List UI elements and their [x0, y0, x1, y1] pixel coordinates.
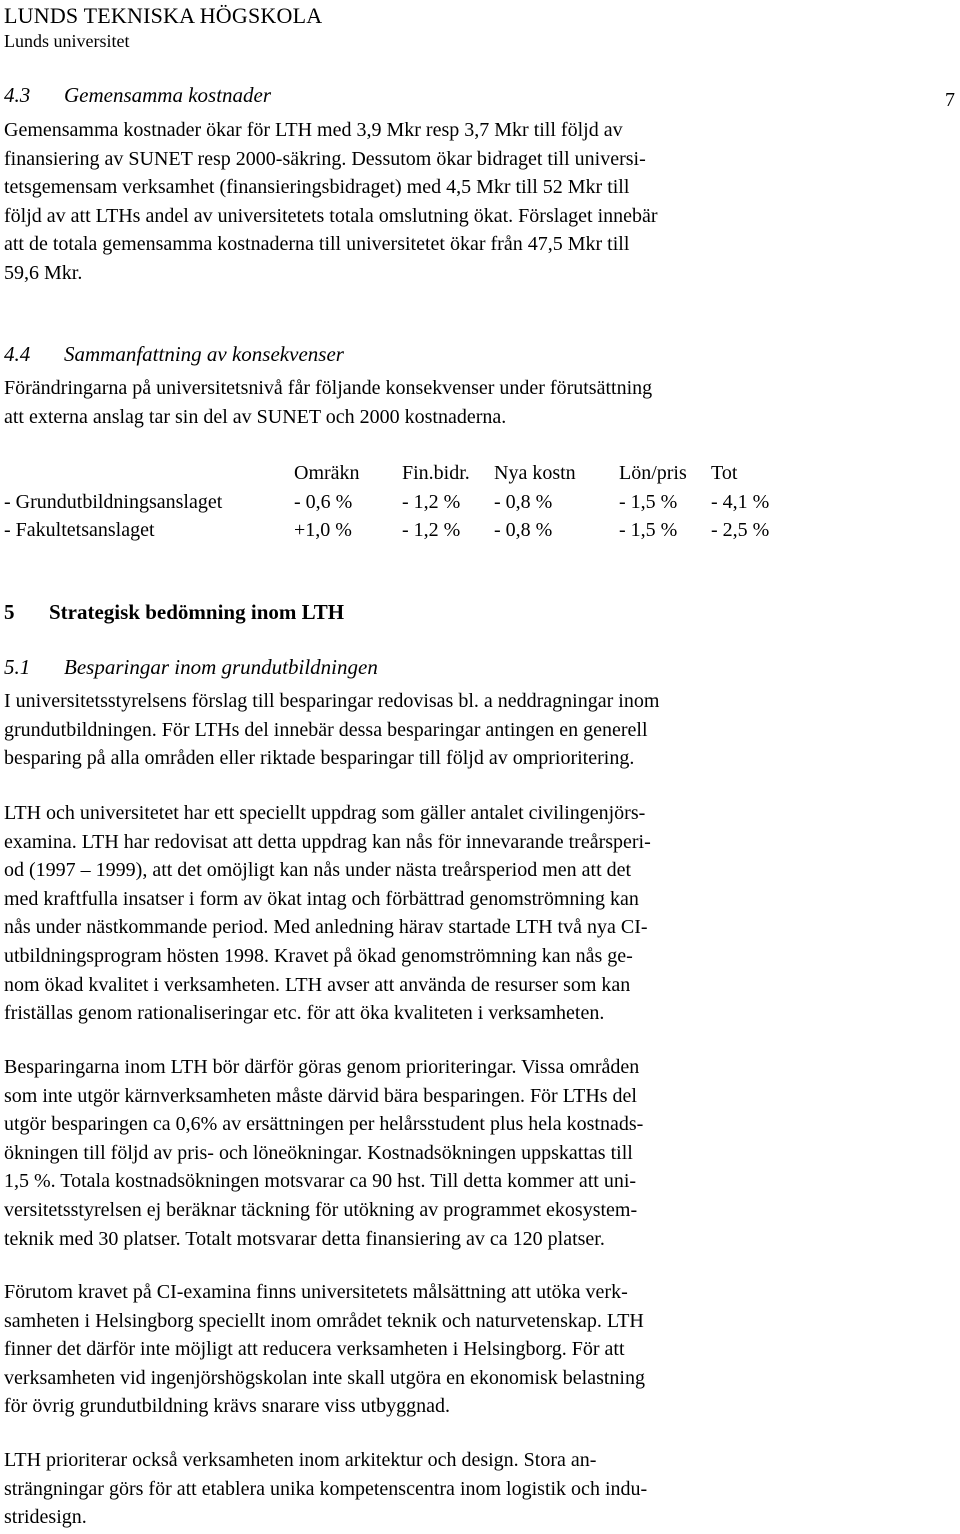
page-number: 7: [945, 89, 955, 111]
section-4-3-heading: [4, 81, 944, 110]
text-line: od (1997 – 1999), att det omöjligt kan nås under nästa treårsperiod men att det: [4, 859, 632, 882]
table-cell: - 1,2 %: [402, 490, 461, 513]
text-line: utgör besparingen ca 0,6% av ersättningen per helårsstudent plus hela kostnads-: [4, 1113, 644, 1136]
text-line: versitetsstyrelsen ej beräknar täckning för utökning av programmet ekosystem-: [4, 1198, 638, 1221]
section-title: Gemensamma kostnader: [64, 83, 272, 107]
table-cell: - 2,5 %: [711, 519, 770, 542]
text-line: ökningen till följd av pris- och löneökningar. Kostnadsökningen uppskattas till: [4, 1141, 633, 1164]
text-line: nom ökad kvalitet i verksamheten. LTH avser att använda de resurser som kan: [4, 973, 631, 996]
section-title: Sammanfattning av konsekvenser: [64, 342, 344, 366]
text-line: för övrig grundutbildning krävs snarare viss utbyggnad.: [4, 1395, 451, 1418]
section-4-4-paragraph: [4, 374, 944, 431]
table-cell: - 0,8 %: [494, 490, 553, 513]
section-number: 4.3: [4, 83, 31, 107]
text-line: att externa anslag tar sin del av SUNET och 2000 kostnaderna.: [4, 405, 507, 428]
paragraph-4: [4, 1278, 944, 1421]
section-5-1-heading: [4, 653, 944, 682]
text-line: utbildningsprogram hösten 1998. Kravet på ökad genomströmning kan nås ge-: [4, 944, 633, 967]
text-line: stridesign.: [4, 1506, 87, 1529]
table-cell: - 1,5 %: [619, 519, 678, 542]
table-cell: - 4,1 %: [711, 490, 770, 513]
section-number: 5: [4, 600, 15, 624]
table-cell: - 0,8 %: [494, 519, 553, 542]
paragraph-3: [4, 1053, 944, 1253]
table-cell: - Fakultetsanslaget: [4, 519, 155, 542]
paragraph-1: [4, 687, 944, 773]
section-4-4-heading: [4, 340, 944, 369]
consequences-table: [4, 459, 791, 545]
section-number: 5.1: [4, 655, 31, 679]
table-cell: - 1,5 %: [619, 490, 678, 513]
table-cell: - Grundutbildningsanslaget: [4, 490, 223, 513]
text-line: teknik med 30 platser. Totalt motsvarar detta finansiering av ca 120 platser.: [4, 1227, 605, 1250]
section-5-heading: [4, 598, 944, 627]
text-line: med kraftfulla insatser i form av ökat intag och förbättrad genomströmning kan: [4, 887, 639, 910]
section-title: Besparingar inom grundutbildningen: [64, 655, 378, 679]
text-line: LTH och universitetet har ett speciellt uppdrag som gäller antalet civilingenjörs-: [4, 802, 646, 824]
institution-name: LUNDS TEKNISKA HÖGSKOLA: [4, 3, 323, 28]
text-line: grundutbildningen. För LTHs del innebär dessa besparingar antingen en generell: [4, 718, 648, 741]
text-line: Förutom kravet på CI-examina finns universitetets målsättning att utöka verk-: [4, 1281, 628, 1303]
text-line: 1,5 %. Totala kostnadsökningen motsvarar ca 90 hst. Till detta kommer att uni-: [4, 1170, 637, 1193]
table-header-cell: Nya kostn: [494, 462, 576, 484]
text-line: I universitetsstyrelsens förslag till besparingar redovisas bl. a neddragningar inom: [4, 690, 660, 712]
section-4-3-paragraph: [4, 116, 944, 288]
text-line: följd av att LTHs andel av universitetets totala omslutning ökat. Förslaget innebär: [4, 204, 658, 227]
text-line: friställas genom rationaliseringar etc. för att öka kvaliteten i verksamheten.: [4, 1002, 605, 1025]
text-line: strängningar görs för att etablera unika kompetenscentra inom logistik och indu-: [4, 1477, 648, 1500]
text-line: att de totala gemensamma kostnaderna till universitetet ökar från 47,5 Mkr till: [4, 233, 630, 256]
table-cell: +1,0 %: [294, 519, 352, 542]
text-line: besparing på alla områden eller riktade besparingar till följd av omprioritering.: [4, 747, 635, 770]
text-line: samheten i Helsingborg speciellt inom området teknik och naturvetenskap. LTH: [4, 1309, 644, 1332]
table-row: [4, 516, 791, 545]
table-header-cell: [4, 459, 294, 488]
section-title: Strategisk bedömning inom LTH: [49, 600, 345, 624]
page-header: [4, 2, 322, 52]
text-line: finner det därför inte möjligt att reducera verksamheten i Helsingborg. För att: [4, 1338, 625, 1361]
table-cell: - 0,6 %: [294, 490, 353, 513]
text-line: verksamheten vid ingenjörshögskolan inte skall utgöra en ekonomisk belastning: [4, 1366, 645, 1389]
table-row: [4, 488, 791, 517]
text-line: LTH prioriterar också verksamheten inom arkitektur och design. Stora an-: [4, 1449, 597, 1471]
table-header-cell: Lön/pris: [619, 462, 687, 484]
table-header-cell: Omräkn: [294, 462, 360, 484]
text-line: 59,6 Mkr.: [4, 261, 83, 284]
section-number: 4.4: [4, 342, 31, 366]
paragraph-5: [4, 1446, 944, 1532]
table-header-cell: Tot: [711, 462, 738, 484]
subinstitution-name: Lunds universitet: [4, 31, 130, 51]
table-cell: - 1,2 %: [402, 519, 461, 542]
text-line: Förändringarna på universitetsnivå får följande konsekvenser under förutsättning: [4, 377, 653, 399]
text-line: finansiering av SUNET resp 2000-säkring. Dessutom ökar bidraget till universi-: [4, 147, 646, 170]
text-line: examina. LTH har redovisat att detta uppdrag kan nås för innevarande treårsperi-: [4, 830, 651, 853]
text-line: Gemensamma kostnader ökar för LTH med 3,9 Mkr resp 3,7 Mkr till följd av: [4, 119, 623, 141]
text-line: Besparingarna inom LTH bör därför göras genom prioriteringar. Vissa områden: [4, 1056, 640, 1078]
paragraph-2: [4, 799, 944, 1028]
table-header-row: [4, 459, 791, 488]
text-line: som inte utgör kärnverksamheten måste därvid bära besparingen. För LTHs del: [4, 1084, 637, 1107]
table-header-cell: Fin.bidr.: [402, 462, 470, 484]
text-line: nås under nästkommande period. Med anledning härav startade LTH två nya CI-: [4, 916, 648, 939]
text-line: tetsgemensam verksamhet (finansieringsbidraget) med 4,5 Mkr till 52 Mkr till: [4, 176, 630, 199]
